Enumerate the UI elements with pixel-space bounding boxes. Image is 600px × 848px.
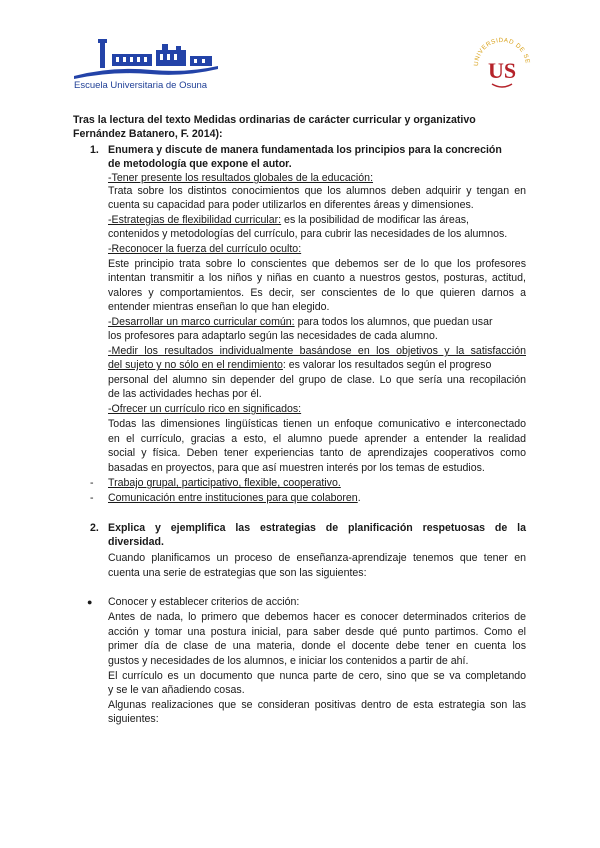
q1-bullet-2 [108,492,361,506]
intro-line-2: Fernández Batanero, F. 2014): [73,128,223,140]
q1-principle-4-line-2: los profesores para adaptarlo según las necesidades de cada alumno. [108,330,438,342]
q1-principle-2-line-1 [108,214,526,228]
q1-title-line-2: de metodología que expone el autor. [108,158,292,170]
q1-principle-4-heading: -Desarrollar un marco curricular común: [108,316,295,328]
q1-principle-6-line-3: social y física. Deben tener experiencias tanto de aprendizajes cooperativos como [108,447,526,459]
intro-line-1: Tras la lectura del texto Medidas ordinarias de carácter curricular y organizativo [73,114,476,126]
q1-principle-5-heading-line-1: -Medir los resultados individualmente basándose en los objetivos y la satisfacción [108,345,526,357]
q1-principle-3-line-1: Este principio trata sobre lo conscientes que debemos ser de lo que los profesores [108,258,526,270]
q2-strategy-1-line-5: El currículo es un documento que nunca parte de cero, sino que se va completando [108,670,526,682]
osuna-building-logo-icon [72,36,220,94]
q2-number: 2. [90,522,99,534]
q2-strategy-1-line-3: primer día de clase de una materia, donde el docente debe tener en cuenta los [108,640,526,652]
q1-bullet-2-text: Comunicación entre instituciones para que colaboren [108,492,358,504]
q1-principle-5-line-2-rest: : es valorar los resultados según el progreso [282,359,492,371]
q1-principle-1-heading: -Tener presente los resultados globales de la educación: [108,172,374,184]
q2-strategy-1-line-2: acción y tomar una postura inicial, para saber desde qué punto partimos. Como el [108,626,526,638]
q2-strategy-1-line-8: siguientes: [108,713,159,725]
q2-strategy-1-line-6: y se le van añadiendo cosas. [108,684,245,696]
q1-bullet-2-dash: - [90,492,94,504]
q1-principle-1-line-1: Trata sobre los distintos conocimientos que los alumnos deben adquirir y tengan en [108,185,526,197]
q1-principle-6-line-4: basadas en proyectos, para que así muestren interés por los temas de estudios. [108,462,485,474]
q2-strategy-1-title: Conocer y establecer criterios de acción: [108,596,300,608]
q2-intro-line-1: Cuando planificamos un proceso de enseñanza-aprendizaje tenemos que tener en [108,552,526,564]
q1-bullet-1-dash: - [90,477,94,489]
q1-principle-1-line-2: cuenta su capacidad para poder utilizarlos en diferentes áreas y dimensiones. [108,199,474,211]
q2-strategy-1-line-4: gustos y necesidades de los alumnos, e iniciar los contenidos a partir de ahí. [108,655,469,667]
q2-intro-line-2: cuenta una serie de estrategias que son las siguientes: [108,567,367,579]
q2-title-line-1: Explica y ejemplifica las estrategias de planificación respetuosas de la [108,522,526,534]
q1-bullet-2-period: . [357,492,361,504]
q1-principle-4-line-1 [108,316,526,330]
q2-title-line-2: diversidad. [108,536,164,548]
q1-principle-3-line-3: valores y comportamientos. Es decir, ser conscientes de lo que quieren darnos a [108,287,526,299]
q1-principle-4-line-1-rest: para todos los alumnos, que puedan usar [294,316,493,328]
q1-principle-2-heading: -Estrategias de flexibilidad curricular: [108,214,282,226]
seal-arc-text: UNIVERSIDAD DE SE [472,36,531,67]
q1-principle-3-line-4: entender mientras enseñan lo que han elegido. [108,301,330,313]
seal-monogram: US [487,58,517,83]
q1-principle-2-line-2: contenidos y metodologías del currículo, para cubrir las necesidades de los alumnos. [108,228,508,240]
q2-strategy-1-line-7: Algunas realizaciones que se consideran positivas dentro de esta estrategia son las [108,699,526,711]
osuna-logo-caption: Escuela Universitaria de Osuna [74,80,208,91]
q1-number: 1. [90,144,99,156]
q1-bullet-1: Trabajo grupal, participativo, flexible, cooperativo. [108,477,341,489]
q1-principle-2-line-1-rest: es la posibilidad de modificar las áreas, [281,214,469,226]
q1-title-line-1: Enumera y discute de manera fundamentada los principios para la concreción [108,144,502,156]
q1-principle-6-heading: -Ofrecer un currículo rico en significados: [108,403,302,415]
q1-principle-5-line-2 [108,359,526,373]
q1-principle-5-line-3: personal del alumno sin depender del grupo de clase. Lo que sería una recopilación [108,374,526,386]
q2-strategy-1-bullet: ● [87,597,93,607]
q1-principle-6-line-1: Todas las dimensiones lingüísticas tienen un enfoque comunicativo e interconectado [108,418,526,430]
q1-principle-5-heading-line-2: del sujeto y no sólo en el rendimiento [108,359,283,371]
universidad-de-sevilla-seal-icon [470,32,534,96]
q1-principle-3-heading: -Reconocer la fuerza del currículo oculto: [108,243,302,255]
q1-principle-3-line-2: intentan transmitir a los niños y niñas en cuanto a nuestros gestos, posturas, actitud, [108,272,526,284]
q1-principle-6-line-2: en el currículo, gracias a esto, el alumno puede aprender a entender la realidad [108,433,526,445]
q1-principle-5-line-4: de las actividades hechas por él. [108,388,262,400]
q2-strategy-1-line-1: Antes de nada, lo primero que debemos hacer es conocer determinados criterios de [108,611,526,623]
